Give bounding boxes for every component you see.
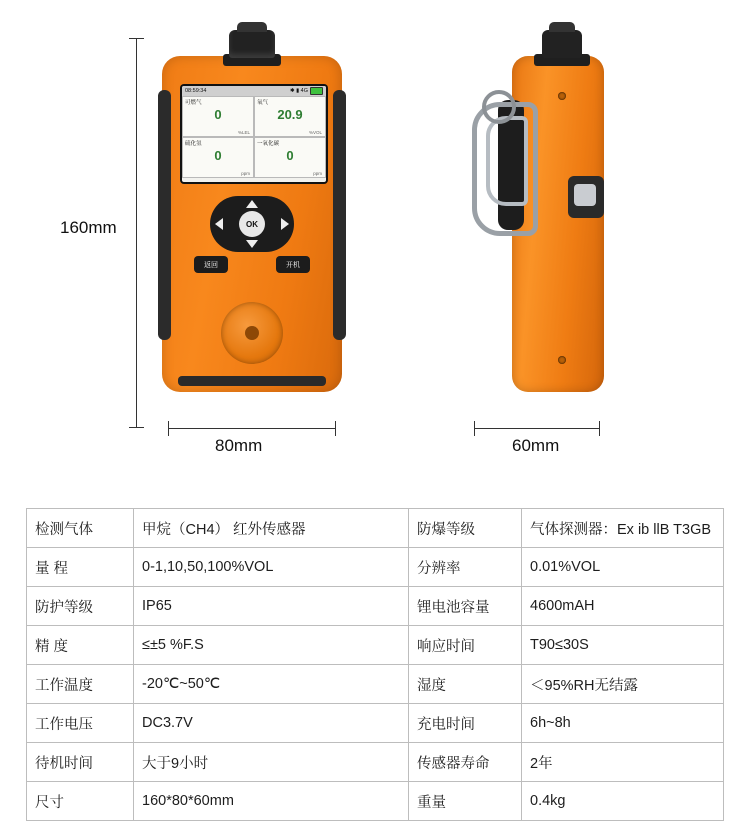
spec-value: 甲烷（CH4） 红外传感器 — [134, 509, 409, 548]
belt-clip-inner — [486, 116, 528, 206]
table-row — [27, 626, 724, 665]
spec-key: 防爆等级 — [409, 509, 522, 548]
gas-unit: %LEL — [237, 130, 250, 135]
arrow-right-icon[interactable] — [281, 218, 289, 230]
device-side-view — [512, 56, 604, 392]
spec-value: 2年 — [522, 743, 724, 782]
signal-icon: ✱ ▮ 4G — [289, 88, 308, 94]
device-screen — [182, 86, 326, 182]
arrow-left-icon[interactable] — [215, 218, 223, 230]
gas-name: 氧气 — [257, 100, 269, 106]
spec-value: 160*80*60mm — [134, 782, 409, 821]
device-screen-bezel — [180, 84, 328, 184]
gas-value: 20.9 — [277, 107, 303, 122]
side-width-dimension-label: 60mm — [512, 436, 560, 455]
carabiner-ring — [482, 90, 516, 124]
spec-key: 尺寸 — [27, 782, 134, 821]
spec-value: -20℃~50℃ — [134, 665, 409, 704]
table-row — [27, 587, 724, 626]
spec-value: 6h~8h — [522, 704, 724, 743]
arrow-up-icon[interactable] — [246, 200, 258, 208]
gas-value: 0 — [214, 107, 222, 122]
side-sensor-cap — [542, 30, 582, 58]
spec-key: 工作温度 — [27, 665, 134, 704]
screen-status-bar — [182, 86, 326, 96]
table-row — [27, 665, 724, 704]
front-width-dimension-line — [168, 428, 336, 429]
spec-value: ＜95%RH无结露 — [522, 665, 724, 704]
spec-key: 量 程 — [27, 548, 134, 587]
spec-table-wrapper — [26, 508, 724, 821]
screw-icon — [558, 92, 566, 100]
gas-name: 一氧化碳 — [257, 141, 280, 147]
spec-value: 0.4kg — [522, 782, 724, 821]
spec-key: 充电时间 — [409, 704, 522, 743]
screw-icon — [558, 356, 566, 364]
ok-button[interactable]: OK — [239, 211, 265, 237]
gas-value: 0 — [214, 148, 222, 163]
side-width-dimension-line — [474, 428, 600, 429]
gas-name: 可燃气 — [185, 100, 202, 106]
spec-value: IP65 — [134, 587, 409, 626]
spec-key: 锂电池容量 — [409, 587, 522, 626]
side-button-block — [568, 176, 604, 218]
gas-reading-cell — [182, 137, 254, 178]
device-right-rubber-grip — [333, 90, 346, 340]
screen-status-icons — [290, 87, 323, 95]
sensor-cap — [229, 30, 275, 58]
spec-value: 大于9小时 — [134, 743, 409, 782]
battery-icon — [310, 87, 323, 95]
spec-value: T90≤30S — [522, 626, 724, 665]
device-left-rubber-grip — [158, 90, 171, 340]
spec-table — [26, 508, 724, 821]
gas-reading-cell — [254, 137, 326, 178]
spec-key: 精 度 — [27, 626, 134, 665]
height-dimension-label: 160mm — [60, 218, 117, 237]
spec-value: DC3.7V — [134, 704, 409, 743]
spec-value: 0.01%VOL — [522, 548, 724, 587]
table-row — [27, 704, 724, 743]
table-row — [27, 509, 724, 548]
spec-key: 防护等级 — [27, 587, 134, 626]
device-front-view — [162, 56, 342, 392]
gas-reading-cell — [182, 96, 254, 137]
spec-key: 湿度 — [409, 665, 522, 704]
gas-reading-cell — [254, 96, 326, 137]
gas-unit: %VOL — [308, 130, 322, 135]
arrow-down-icon[interactable] — [246, 240, 258, 248]
table-row — [27, 743, 724, 782]
dpad[interactable] — [210, 196, 294, 252]
spec-key: 工作电压 — [27, 704, 134, 743]
front-width-dimension-label: 80mm — [215, 436, 263, 455]
table-row — [27, 782, 724, 821]
screen-clock: 08:59:34 — [185, 88, 207, 94]
gas-value: 0 — [286, 148, 294, 163]
height-dimension-line — [136, 38, 137, 428]
spec-value: 4600mAH — [522, 587, 724, 626]
spec-key: 响应时间 — [409, 626, 522, 665]
gas-name: 硫化氢 — [185, 141, 202, 147]
spec-key: 检测气体 — [27, 509, 134, 548]
screen-reading-grid — [182, 96, 326, 178]
speaker-grille — [221, 302, 283, 364]
spec-key: 待机时间 — [27, 743, 134, 782]
spec-key: 重量 — [409, 782, 522, 821]
gas-unit: ppm — [313, 171, 322, 176]
spec-key: 传感器寿命 — [409, 743, 522, 782]
back-button[interactable]: 返回 — [194, 256, 228, 273]
spec-value: 0-1,10,50,100%VOL — [134, 548, 409, 587]
spec-value: 气体探测器：Ex ib llB T3GB — [522, 509, 724, 548]
table-row — [27, 548, 724, 587]
spec-value: ≤±5 %F.S — [134, 626, 409, 665]
device-keypad — [192, 196, 312, 274]
power-button[interactable]: 开机 — [276, 256, 310, 273]
device-bottom-bumper — [178, 376, 326, 386]
gas-unit: ppm — [241, 171, 250, 176]
spec-key: 分辨率 — [409, 548, 522, 587]
